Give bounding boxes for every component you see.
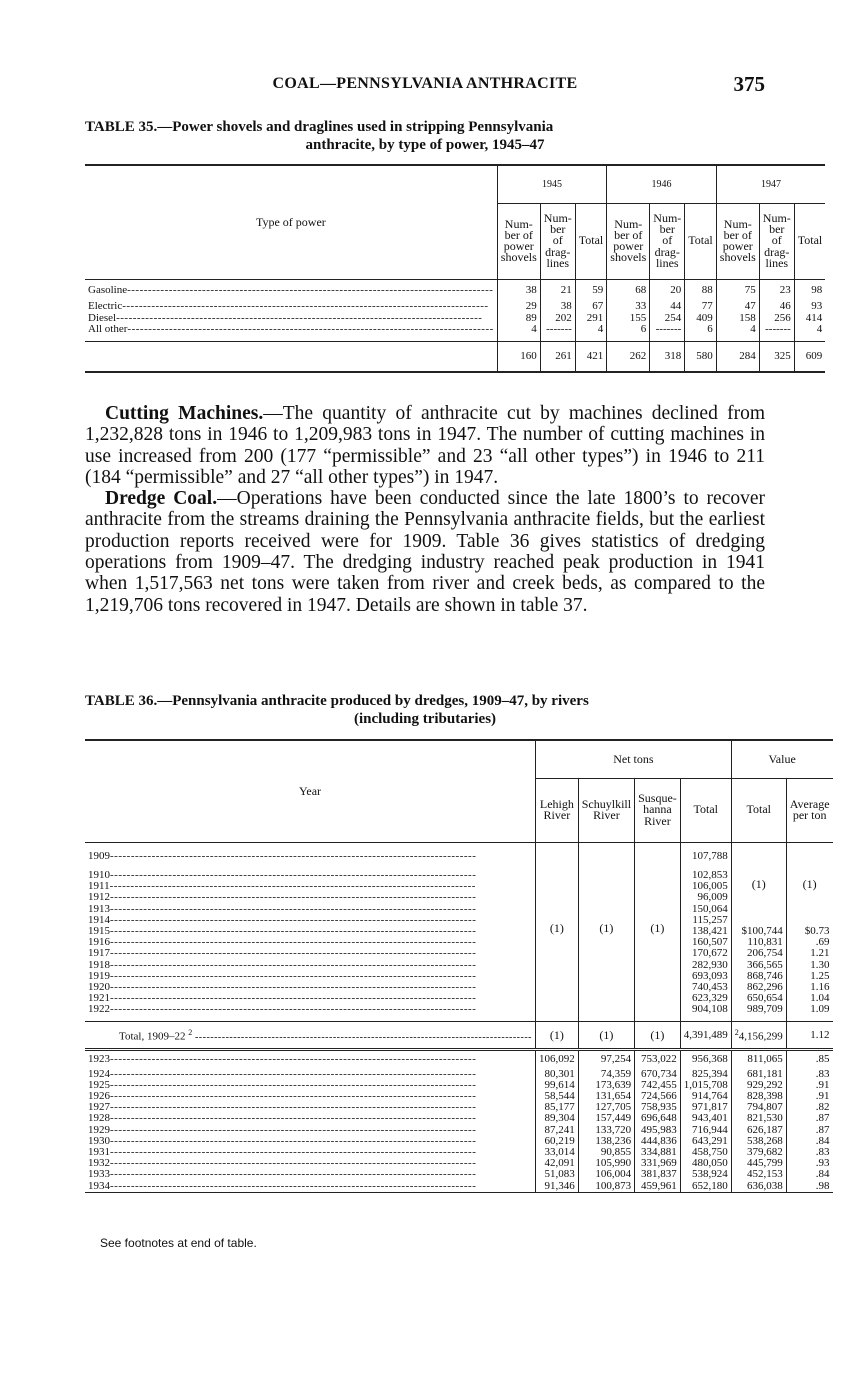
paragraph-body: —The quantity of anthracite cut by machines declined from 1,232,828 tons in 1946 to 1,209,983 tons in 1947. The number of cutting machines in use increased from 200 (177 “permissible” and 23 “all other types”) in 1946 to 211 (184 “permissible” and 27 “all other types”) in 1947. [85,403,765,488]
table36-cell: 652,180 [680,1181,731,1193]
table36-year [85,1080,536,1091]
table36-cell: 636,038 [731,1181,786,1193]
table36-caption-line1: TABLE 36.—Pennsylvania anthracite produced by dredges, 1909–47, by rivers [85,693,589,709]
table36-year [85,1091,536,1102]
table35-row-label [85,324,497,336]
row-label-text: 1933 [88,1169,110,1181]
row-label-text: 1923 [88,1053,110,1066]
table35-cell: 44 [650,301,685,313]
table35-cell: 155 [607,313,650,325]
table35-cell: 38 [497,279,540,301]
table36-total-cell: 623,329 [680,993,731,1004]
table36-row [85,1004,833,1015]
table36-cell: .93 [815,1157,830,1170]
table36-cell: 495,983 [635,1125,681,1136]
table36-cell: 821,530 [731,1113,786,1124]
row-label-text: 1913 [88,903,110,915]
row-label-text: Gasoline [88,283,128,296]
table35-total-cell: 261 [540,342,575,372]
table36-cell: 971,817 [680,1102,731,1113]
table36-cell: 825,394 [680,1069,731,1080]
row-label-text: 1928 [88,1113,110,1125]
table35-cell: 414 [805,311,823,324]
table36-cell: 100,873 [578,1181,634,1193]
paragraph-cutting-machines [85,403,765,488]
table35-col-total: Total [685,203,717,279]
table36-cell: 828,398 [731,1091,786,1102]
table36-cell: 452,153 [731,1169,786,1180]
table35-cell: 46 [759,301,794,313]
table35-cell: 254 [650,313,685,325]
table36-cell: 670,734 [635,1069,681,1080]
table36-total-cell: 740,453 [680,982,731,993]
table36-total-lehigh: (1) [536,1022,579,1050]
table36-cell: 60,219 [536,1136,579,1147]
row-label-text: 1926 [88,1091,110,1103]
table36-year [85,1113,536,1124]
table36-total-label [85,1022,536,1050]
table36-total-susquehanna: (1) [635,1022,681,1050]
table36-year [85,904,536,915]
table36-year [85,993,536,1004]
table36-total-cell: 170,672 [680,948,731,959]
table36-col-value-total: Total [731,778,786,842]
table36-caption-line2: (including tributaries) [353,711,497,727]
row-label-text: 1911 [88,881,110,893]
table36-cell: 696,648 [635,1113,681,1124]
table36-year [85,1004,536,1015]
table36-cell: 74,359 [578,1069,634,1080]
row-label-text: 1916 [88,937,110,949]
row-label-text: 1914 [88,914,110,926]
table36-cell: 538,924 [680,1169,731,1180]
table36-col-lehigh: Lehigh River [536,778,579,842]
table36-cell: 716,944 [680,1125,731,1136]
table35 [85,164,825,373]
footnote: See footnotes at end of table. [100,1236,257,1250]
table36-cell: .83 [815,1146,830,1159]
table35-row [85,313,825,325]
table36-cell: 758,935 [635,1102,681,1113]
table36-year [85,1147,536,1158]
table35-col-total: Total [794,203,825,279]
table36-cell: 89,304 [536,1113,579,1124]
table36-cell: 80,301 [536,1069,579,1080]
table35-cell: 68 [607,279,650,301]
table35-cell: 38 [540,301,575,313]
table36-average-cell: 1.04 [810,992,830,1005]
table36-total-row [85,1022,833,1050]
table35-cell: 67 [575,301,607,313]
table35-cell: 88 [685,279,717,301]
table35-cell: 23 [759,279,794,301]
table35-col-draglines: Num- ber of drag- lines [759,203,794,279]
row-label-text: Diesel [88,312,117,324]
row-label-text: All other [88,324,128,336]
row-label-text: 1930 [88,1135,110,1147]
table35-cell: 20 [650,279,685,301]
table36-year [85,1158,536,1169]
table36-cell: 127,705 [578,1102,634,1113]
table36-value-cell: 862,296 [731,982,786,993]
table36-total-total: 4,391,489 [680,1022,731,1050]
table36-cell: 87,241 [536,1125,579,1136]
table36-year [85,971,536,982]
table36-year [85,1125,536,1136]
table36-col-susquehanna: Susque- hanna River [635,778,681,842]
table36-year [85,870,536,881]
table36-year [85,1136,536,1147]
table36-value-footnote: (1) [731,842,786,926]
table36-year [85,1050,536,1069]
table36-year [85,1102,536,1113]
table36-group-value: Value [731,740,832,778]
table35-cell: 291 [575,313,607,325]
running-title: COAL—PENNSYLVANIA ANTHRACITE [272,75,578,92]
table35-year-1945: 1945 [497,165,607,203]
table36-year [85,1181,536,1193]
table36-value-cell: 366,565 [731,960,786,971]
table36-cell: 334,881 [635,1147,681,1158]
table36-total-cell: 282,930 [680,960,731,971]
table35-stub-header: Type of power [85,165,497,279]
table35-cell: 21 [540,279,575,301]
table35-cell: 4 [575,324,607,336]
table36-cell: 929,292 [731,1080,786,1091]
table35-cell: 59 [575,279,607,301]
table36-year [85,948,536,959]
table35-cell: 202 [540,313,575,325]
table36-value-cell: $100,744 [731,926,786,937]
table36-total-average: 1.12 [810,1028,830,1041]
table36-col-average: Average per ton [786,778,832,842]
table36-year [85,915,536,926]
table36-value-cell: 110,831 [731,937,786,948]
table36-cell: 459,961 [635,1181,681,1193]
table36-total-cell: 106,005 [680,881,731,892]
table35-cell: 256 [759,313,794,325]
row-label-text: 1917 [88,948,110,960]
table36-cell: 51,083 [536,1169,579,1180]
row-label-text: 1921 [88,993,110,1005]
table36-year [85,1169,536,1180]
table36-cell: 742,455 [635,1080,681,1091]
table35-cell: 29 [497,301,540,313]
table36-row [85,1169,833,1180]
table36-cell: 106,092 [536,1050,579,1069]
table36-total-cell: 138,421 [680,926,731,937]
table36-cell: 33,014 [536,1147,579,1158]
table36-cell: 106,004 [578,1169,634,1180]
table36-cell: 480,050 [680,1158,731,1169]
row-label-text: 1924 [88,1068,110,1080]
table36-cell: 97,254 [578,1050,634,1069]
table36-cell: .84 [815,1168,830,1181]
table35-total-cell: 284 [716,342,759,372]
table36-total-cell: 150,064 [680,904,731,915]
table36-year [85,937,536,948]
table36-average-cell: 1.25 [810,969,830,982]
table36-cell: 811,065 [731,1050,786,1069]
table36-cell: 91,346 [536,1181,579,1193]
table36-cell: 444,836 [635,1136,681,1147]
table35-cell: 89 [497,313,540,325]
table36-cell: 331,969 [635,1158,681,1169]
table35-total-cell: 318 [650,342,685,372]
row-label-text: 1919 [88,970,110,982]
row-label-text: 1909 [88,849,110,862]
table36-cell: .87 [815,1112,830,1125]
table36-total-cell: 904,108 [680,1004,731,1015]
page-number: 375 [733,72,765,96]
table36-cell: 753,022 [635,1050,681,1069]
table36-cell: 42,091 [536,1158,579,1169]
table36-cell: 90,855 [578,1147,634,1158]
table35-row [85,324,825,336]
footnote-ref: 2 [734,1028,739,1038]
row-label-text: 1925 [88,1079,110,1091]
table36-cell: 943,401 [680,1113,731,1124]
table36-value-cell: 989,709 [731,1004,786,1015]
table36-average-cell: 1.09 [810,1003,830,1016]
row-label-text: 1932 [88,1158,110,1170]
row-label-text: 1931 [88,1147,110,1159]
table36-cell: 99,614 [536,1080,579,1091]
table36-cell: .91 [815,1078,830,1091]
paragraph-heading: Dredge Coal. [105,488,218,510]
table36-total-cell: 102,853 [680,870,731,881]
table36-cell: 85,177 [536,1102,579,1113]
table36-schuylkill-footnote: (1) [578,842,634,1016]
row-label-text: 1927 [88,1102,110,1114]
table35-cell: 98 [811,283,823,296]
table35-cell: 4 [716,324,759,336]
table35-col-shovels: Num- ber of power shovels [716,203,759,279]
table35-col-shovels: Num- ber of power shovels [497,203,540,279]
table36-average-cell: .69 [815,936,830,949]
table36-total-cell: 115,257 [680,915,731,926]
table35-total-cell: 262 [607,342,650,372]
table36-cell: .82 [815,1101,830,1114]
table35-cell: 6 [685,324,717,336]
table36-row [85,1113,833,1124]
paragraph-dredge-coal [85,488,765,616]
table36-total-value [731,1022,786,1050]
table36-cell: 105,990 [578,1158,634,1169]
table36-total-cell: 693,093 [680,971,731,982]
table36-year [85,842,536,870]
table36-cell: .84 [815,1134,830,1147]
table36-row [85,842,833,870]
table35-row-label [85,313,497,325]
table36-cell: 445,799 [731,1158,786,1169]
table35-cell: 75 [716,279,759,301]
body-text [85,403,765,616]
table36-cell: 914,764 [680,1091,731,1102]
table36-stub-header: Year [85,740,536,842]
table36-cell: .85 [815,1053,830,1066]
table35-cell: 93 [811,300,823,313]
table36-average-cell: 1.16 [810,981,830,994]
table36-cell: 626,187 [731,1125,786,1136]
row-label-text: Electric [88,301,123,313]
table36-cell: .83 [815,1067,830,1080]
table36-col-schuylkill: Schuylkill River [578,778,634,842]
table35-cell: 47 [716,301,759,313]
row-label-text: 1934 [88,1180,110,1192]
table35-row [85,301,825,313]
table35-totals-stub [85,342,497,372]
table36-year [85,881,536,892]
table36-lehigh-footnote: (1) [536,842,579,1016]
table35-cell: 4 [497,324,540,336]
table36-year [85,892,536,903]
table35-year-1947: 1947 [716,165,825,203]
table36-cell: 1,015,708 [680,1080,731,1091]
table35-col-total: Total [575,203,607,279]
table35-caption-line2: anthracite, by type of power, 1945–47 [305,137,545,153]
table35-cell: ------- [540,324,575,336]
table36-value-cell: 650,654 [731,993,786,1004]
row-label-text: 1915 [88,926,110,938]
table35-totals-row [85,342,825,372]
table36-cell: 58,544 [536,1091,579,1102]
table36-value-cell: 206,754 [731,948,786,959]
table36-cell: 131,654 [578,1091,634,1102]
table36-caption [85,692,765,728]
row-label-text: 1910 [88,870,110,881]
table35-cell: 4 [816,323,823,336]
table36-total-cell: 160,507 [680,937,731,948]
row-label-text: 1918 [88,959,110,971]
paragraph-heading: Cutting Machines. [105,403,264,424]
table35-year-1946: 1946 [607,165,717,203]
footnote-ref: 2 [188,1028,193,1038]
table36-cell: 458,750 [680,1147,731,1158]
table35-cell: 33 [607,301,650,313]
paragraph-body: —Operations have been conducted since the late 1800’s to recover anthracite from the streams draining the Pennsylvania anthracite fields, but the earliest production reports received were for 1909. Table 36 gives statistics of dredging operations from 1909–47. The dredging industry reached peak production in 1941 when 1,517,563 net tons were taken from river and creek beds, as compared to the 1,219,706 tons recovered in 1947. Details are shown in table 37. [85,488,765,616]
table35-cell: 158 [716,313,759,325]
table35-cell: 409 [685,313,717,325]
table36-cell: .91 [815,1090,830,1103]
table36-average-cell: $0.73 [804,925,830,938]
table35-cell: 77 [685,301,717,313]
table36-cell: .87 [815,1123,830,1136]
table36-susquehanna-footnote: (1) [635,842,681,1016]
table36-year [85,982,536,993]
table36-cell: 157,449 [578,1113,634,1124]
table36-average-footnote: (1) [802,876,817,891]
table35-row-label [85,301,497,313]
table35-total-cell: 160 [497,342,540,372]
table36-value-cell: 868,746 [731,971,786,982]
table36 [85,739,833,1193]
table36-cell: 133,720 [578,1125,634,1136]
table36-row [85,948,833,959]
row-label-text: 1912 [88,892,110,904]
table36-average-cell: 1.21 [810,947,830,960]
table35-col-draglines: Num- ber of drag- lines [540,203,575,279]
table36-cell: 173,639 [578,1080,634,1091]
table36-row [85,892,833,903]
table36-cell: 381,837 [635,1169,681,1180]
table35-cell: ------- [650,324,685,336]
table35-cell: 6 [607,324,650,336]
table36-cell: 379,682 [731,1147,786,1158]
table36-total-schuylkill: (1) [578,1022,634,1050]
table36-cell: 643,291 [680,1136,731,1147]
table35-row-label [85,279,497,301]
table36-cell: 681,181 [731,1069,786,1080]
row-label-text: 1920 [88,982,110,994]
table35-cell: ------- [759,324,794,336]
table36-average-cell: 1.30 [810,958,830,971]
total-label-text: Total, 1909–22 [119,1030,186,1043]
table36-year [85,926,536,937]
total-value-text: 4,156,299 [738,1030,783,1043]
table36-row [85,1050,833,1069]
table36-cell: 538,268 [731,1136,786,1147]
table35-caption-line1: TABLE 35.—Power shovels and draglines used in stripping Pennsylvania [85,119,554,135]
table36-year [85,960,536,971]
table35-total-cell: 325 [759,342,794,372]
table36-cell: 956,368 [680,1050,731,1069]
page-header [85,72,765,98]
row-label-text: 1922 [88,1004,110,1016]
table35-total-cell: 421 [575,342,607,372]
table36-group-net-tons: Net tons [536,740,732,778]
table35-total-cell: 609 [805,349,823,362]
table35-total-cell: 580 [685,342,717,372]
table36-total-cell: 96,009 [680,892,731,903]
table35-row [85,279,825,301]
row-label-text: 1929 [88,1124,110,1136]
table35-col-draglines: Num- ber of drag- lines [650,203,685,279]
table36-col-total: Total [680,778,731,842]
table36-cell: .98 [815,1179,830,1192]
table36-cell: 724,566 [635,1091,681,1102]
table35-caption [85,118,765,154]
table35-col-shovels: Num- ber of power shovels [607,203,650,279]
table36-cell: 794,807 [731,1102,786,1113]
table36-cell: 138,236 [578,1136,634,1147]
table36-total-cell: 107,788 [680,842,731,870]
table36-year [85,1069,536,1080]
table36-row [85,1181,833,1193]
